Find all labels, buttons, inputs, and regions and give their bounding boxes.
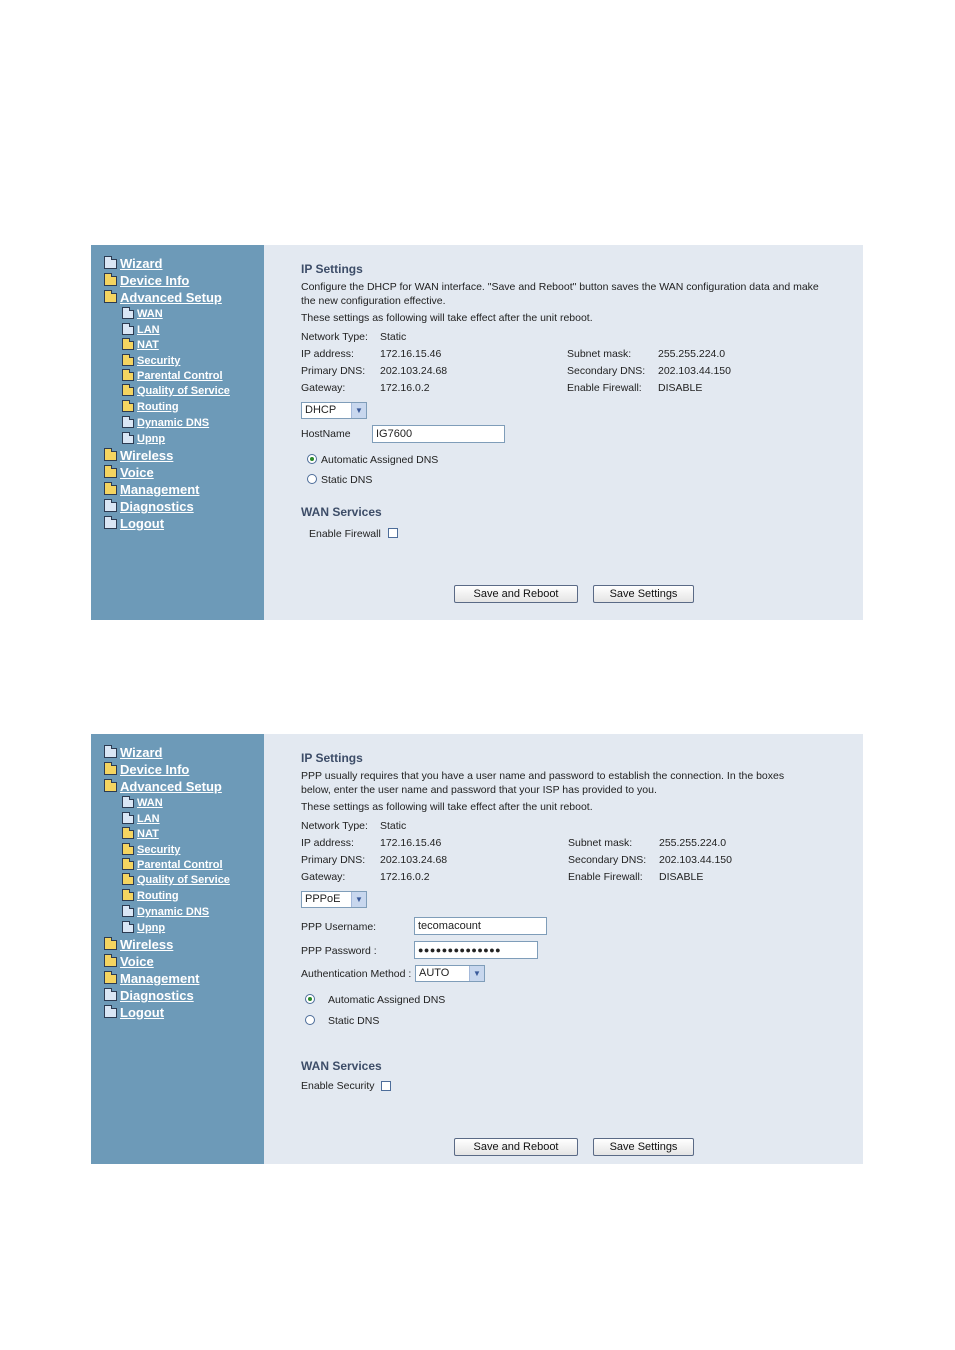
primary-dns-label: Primary DNS:: [301, 365, 366, 377]
subnet-mask-label: Subnet mask:: [568, 837, 633, 849]
sidebar-nav: [91, 245, 264, 620]
folder-icon: [104, 502, 117, 512]
connection-type-select[interactable]: [301, 402, 367, 419]
save-settings-button[interactable]: Save Settings: [593, 1138, 694, 1156]
folder-icon: [104, 468, 117, 478]
nav-quality-of-service[interactable]: Quality of Service: [122, 385, 230, 397]
connection-type-value: PPPoE: [305, 893, 341, 905]
subnet-mask-label: Subnet mask:: [567, 348, 632, 360]
primary-dns-label: Primary DNS:: [301, 854, 366, 866]
folder-icon: [122, 846, 134, 855]
dns-auto-radio[interactable]: [305, 994, 315, 1004]
connection-type-select[interactable]: [301, 891, 367, 908]
primary-dns-value: 202.103.24.68: [380, 365, 448, 377]
dns-static-label: Static DNS: [328, 1015, 380, 1027]
dhcp-settings-panel: [91, 245, 863, 620]
folder-icon: [122, 799, 134, 808]
network-type-label: Network Type:: [301, 820, 368, 832]
nav-upnp[interactable]: Upnp: [122, 922, 165, 934]
secondary-dns-value: 202.103.44.150: [658, 365, 731, 377]
folder-icon: [122, 357, 134, 366]
subnet-mask-value: 255.255.224.0: [658, 348, 726, 360]
nav-lan[interactable]: LAN: [122, 813, 160, 825]
enable-firewall-option-label: Enable Firewall: [309, 528, 381, 540]
folder-icon: [122, 403, 134, 412]
dns-static-radio[interactable]: [305, 1015, 315, 1025]
sidebar-nav: [91, 734, 264, 1164]
nav-device-info[interactable]: Device Info: [104, 273, 189, 288]
folder-icon: [104, 782, 117, 792]
nav-dynamic-dns[interactable]: Dynamic DNS: [122, 906, 209, 918]
dns-auto-label: Automatic Assigned DNS: [328, 994, 446, 1006]
dns-auto-label: Automatic Assigned DNS: [321, 454, 439, 466]
section-title-wan-services: WAN Services: [301, 1059, 382, 1073]
nav-wizard[interactable]: Wizard: [104, 745, 163, 760]
folder-icon: [122, 861, 134, 870]
gateway-label: Gateway:: [301, 871, 346, 883]
nav-voice[interactable]: Voice: [104, 465, 154, 480]
folder-icon: [104, 991, 117, 1001]
folder-icon: [104, 748, 117, 758]
nav-upnp[interactable]: Upnp: [122, 433, 165, 445]
enable-firewall-label: Enable Firewall:: [568, 871, 643, 883]
section-title-ip-settings: IP Settings: [301, 262, 363, 276]
folder-icon: [122, 830, 134, 839]
folder-icon: [104, 957, 117, 967]
network-type-value: Static: [380, 331, 407, 343]
auth-method-select[interactable]: [415, 965, 485, 982]
ppp-username-input[interactable]: tecomacount: [414, 917, 547, 935]
nav-wireless[interactable]: Wireless: [104, 937, 173, 952]
nav-security[interactable]: Security: [122, 844, 180, 856]
nav-parental-control[interactable]: Parental Control: [122, 859, 223, 871]
folder-icon: [104, 259, 117, 269]
enable-firewall-label: Enable Firewall:: [567, 382, 642, 394]
ppp-username-label: PPP Username:: [301, 921, 377, 933]
chevron-down-icon: ▼: [469, 966, 484, 981]
pppoe-settings-panel: [91, 734, 863, 1164]
nav-nat[interactable]: NAT: [122, 828, 159, 840]
folder-icon: [122, 924, 134, 933]
secondary-dns-label: Secondary DNS:: [567, 365, 646, 377]
effect-note: These settings as following will take effect after the unit reboot.: [301, 801, 593, 813]
gateway-value: 172.16.0.2: [380, 382, 430, 394]
enable-security-label: Enable Security: [301, 1080, 375, 1092]
ip-address-label: IP address:: [301, 348, 354, 360]
nav-routing[interactable]: Routing: [122, 401, 179, 413]
ip-address-label: IP address:: [301, 837, 354, 849]
folder-icon: [122, 908, 134, 917]
folder-icon: [104, 485, 117, 495]
nav-voice[interactable]: Voice: [104, 954, 154, 969]
nav-diagnostics[interactable]: Diagnostics: [104, 988, 194, 1003]
hostname-label: HostName: [301, 428, 351, 440]
hostname-input[interactable]: IG7600: [372, 425, 505, 443]
folder-icon: [122, 876, 134, 885]
folder-icon: [122, 372, 134, 381]
nav-diagnostics[interactable]: Diagnostics: [104, 499, 194, 514]
folder-icon: [104, 276, 117, 286]
main-content: [264, 245, 863, 620]
save-and-reboot-button[interactable]: Save and Reboot: [454, 1138, 578, 1156]
primary-dns-value: 202.103.24.68: [380, 854, 448, 866]
nav-advanced-setup[interactable]: Advanced Setup: [104, 290, 222, 305]
effect-note: These settings as following will take effect after the unit reboot.: [301, 312, 593, 324]
nav-logout[interactable]: Logout: [104, 1005, 164, 1020]
enable-firewall-value: DISABLE: [659, 871, 704, 883]
ppp-password-input[interactable]: ●●●●●●●●●●●●●●: [414, 941, 538, 959]
folder-icon: [122, 815, 134, 824]
folder-icon: [104, 974, 117, 984]
nav-routing[interactable]: Routing: [122, 890, 179, 902]
ppp-password-label: PPP Password :: [301, 945, 377, 957]
save-and-reboot-button[interactable]: Save and Reboot: [454, 585, 578, 603]
section-title-ip-settings: IP Settings: [301, 751, 363, 765]
enable-firewall-checkbox[interactable]: [388, 528, 398, 538]
folder-icon: [104, 940, 117, 950]
nav-wan[interactable]: WAN: [122, 797, 163, 809]
folder-icon: [122, 341, 134, 350]
folder-icon: [122, 310, 134, 319]
folder-icon: [104, 765, 117, 775]
folder-icon: [122, 435, 134, 444]
gateway-label: Gateway:: [301, 382, 346, 394]
nav-wizard[interactable]: Wizard: [104, 256, 163, 271]
nav-logout[interactable]: Logout: [104, 516, 164, 531]
ip-address-value: 172.16.15.46: [380, 348, 442, 360]
secondary-dns-label: Secondary DNS:: [568, 854, 647, 866]
folder-icon: [104, 451, 117, 461]
network-type-label: Network Type:: [301, 331, 368, 343]
nav-parental-control[interactable]: Parental Control: [122, 370, 223, 382]
description-line: PPP usually requires that you have a user name and password to establish the connection. In the boxes: [301, 770, 785, 782]
folder-icon: [122, 419, 134, 428]
folder-icon: [122, 892, 134, 901]
nav-dynamic-dns[interactable]: Dynamic DNS: [122, 417, 209, 429]
connection-type-value: DHCP: [305, 404, 337, 416]
description-line: Configure the DHCP for WAN interface. "Save and Reboot" button saves the WAN configuration data and make: [301, 281, 819, 293]
enable-security-checkbox[interactable]: [381, 1081, 391, 1091]
chevron-down-icon: ▼: [351, 403, 366, 418]
ip-address-value: 172.16.15.46: [380, 837, 442, 849]
dns-static-radio[interactable]: [307, 474, 317, 484]
nav-management[interactable]: Management: [104, 971, 199, 986]
gateway-value: 172.16.0.2: [380, 871, 430, 883]
folder-icon: [122, 326, 134, 335]
nav-wireless[interactable]: Wireless: [104, 448, 173, 463]
folder-icon: [104, 293, 117, 303]
network-type-value: Static: [380, 820, 407, 832]
nav-nat[interactable]: NAT: [122, 339, 159, 351]
dns-auto-radio[interactable]: [307, 454, 317, 464]
nav-wan[interactable]: WAN: [122, 308, 163, 320]
nav-management[interactable]: Management: [104, 482, 199, 497]
folder-icon: [104, 1008, 117, 1018]
nav-advanced-setup[interactable]: Advanced Setup: [104, 779, 222, 794]
subnet-mask-value: 255.255.224.0: [659, 837, 727, 849]
nav-lan[interactable]: LAN: [122, 324, 160, 336]
folder-icon: [104, 519, 117, 529]
save-settings-button[interactable]: Save Settings: [593, 585, 694, 603]
auth-method-label: Authentication Method :: [301, 968, 412, 980]
section-title-wan-services: WAN Services: [301, 505, 382, 519]
secondary-dns-value: 202.103.44.150: [659, 854, 732, 866]
nav-quality-of-service[interactable]: Quality of Service: [122, 874, 230, 886]
folder-icon: [122, 387, 134, 396]
enable-firewall-value: DISABLE: [658, 382, 703, 394]
dns-static-label: Static DNS: [321, 474, 373, 486]
nav-device-info[interactable]: Device Info: [104, 762, 189, 777]
nav-security[interactable]: Security: [122, 355, 180, 367]
chevron-down-icon: ▼: [351, 892, 366, 907]
description-line: the new configuration effective.: [301, 295, 446, 307]
auth-method-value: AUTO: [419, 967, 450, 979]
main-content: [264, 734, 863, 1164]
description-line: below, enter the user name and password that your ISP has provided to you.: [301, 784, 657, 796]
